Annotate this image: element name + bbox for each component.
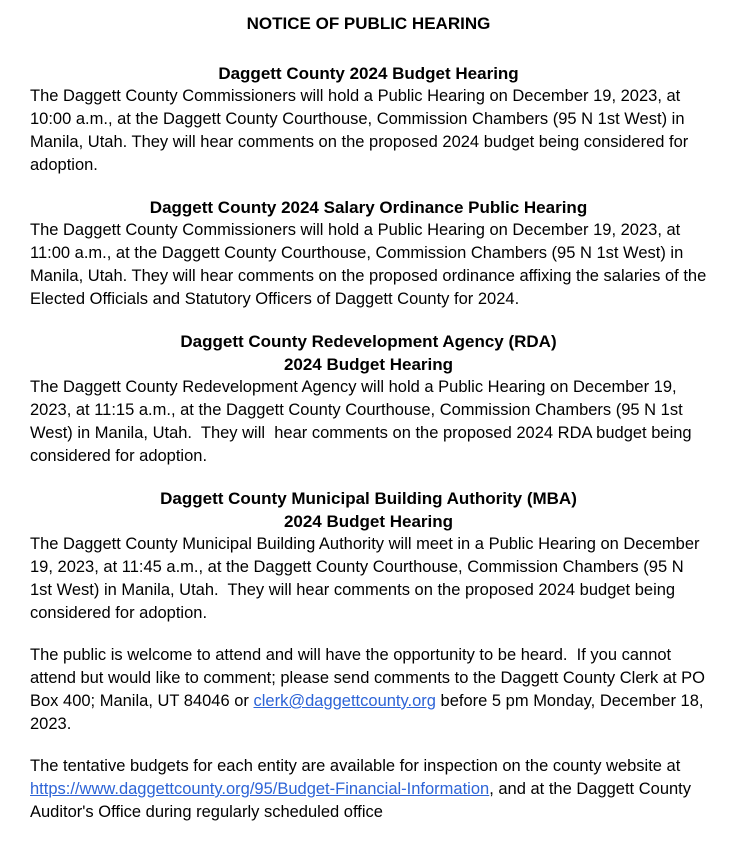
section-heading-line2: 2024 Budget Hearing <box>283 355 454 374</box>
section-county-budget-hearing <box>30 62 707 177</box>
section-rda-budget-hearing <box>30 330 707 468</box>
section-body: The Daggett County Municipal Building Authority will meet in a Public Hearing on December 19, 2023, at 11:45 a.m., at the Daggett County Courthouse, Commission Chambers (95 N 1st West) in Manila, Utah. They will hear comments on the proposed 2024 budget being considered for adoption. <box>30 535 705 622</box>
budget-info-website-link[interactable]: https://www.daggettcounty.org/95/Budget-Financial-Information <box>30 780 490 798</box>
section-body: The Daggett County Commissioners will hold a Public Hearing on December 19, 2023, at 11:00 a.m., at the Daggett County Courthouse, Commission Chambers (95 N 1st West) in Manila, Utah. They will hear comments on the proposed ordinance affixing the salaries of the Elected Officials and Statutory Officers of Daggett County for 2024. <box>30 221 711 308</box>
section-heading: Daggett County 2024 Budget Hearing <box>218 64 519 83</box>
page-title: NOTICE OF PUBLIC HEARING <box>246 14 491 33</box>
section-body: The Daggett County Commissioners will hold a Public Hearing on December 19, 2023, at 10:00 a.m., at the Daggett County Courthouse, Commission Chambers (95 N 1st West) in Manila, Utah. They will hear comments on the proposed 2024 budget being considered for adoption. <box>30 87 693 174</box>
comment-text-pre: The public is welcome to attend and will have the opportunity to be heard. If you cannot attend but would like to comment; please send comments to the Daggett County Clerk at PO Box 400; Manila, UT 84046 or <box>30 646 710 710</box>
budgets-text-post: , and at the Daggett County Auditor's Office during regularly scheduled office <box>30 780 695 821</box>
comment-text-post: before 5 pm Monday, December 18, 2023. <box>30 692 709 733</box>
paragraph-public-comment <box>30 644 710 736</box>
section-heading: Daggett County 2024 Salary Ordinance Public Hearing <box>149 198 588 217</box>
section-heading-line2: 2024 Budget Hearing <box>283 512 454 531</box>
section-body: The Daggett County Redevelopment Agency will hold a Public Hearing on December 19, 2023, at 11:15 a.m., at the Daggett County Courthouse, Commission Chambers (95 N 1st West) in Manila, Utah. They will hear comments on the proposed 2024 RDA budget being considered for adoption. <box>30 378 697 465</box>
section-heading: Daggett County Municipal Building Authority (MBA) <box>160 489 577 508</box>
paragraph-tentative-budgets <box>30 755 707 824</box>
budgets-text-pre: The tentative budgets for each entity are available for inspection on the county website at <box>30 757 685 775</box>
clerk-email-link[interactable]: clerk@daggettcounty.org <box>253 692 436 710</box>
section-heading: Daggett County Redevelopment Agency (RDA) <box>180 332 557 351</box>
section-salary-ordinance-hearing <box>30 196 711 311</box>
section-mba-budget-hearing <box>30 487 707 625</box>
